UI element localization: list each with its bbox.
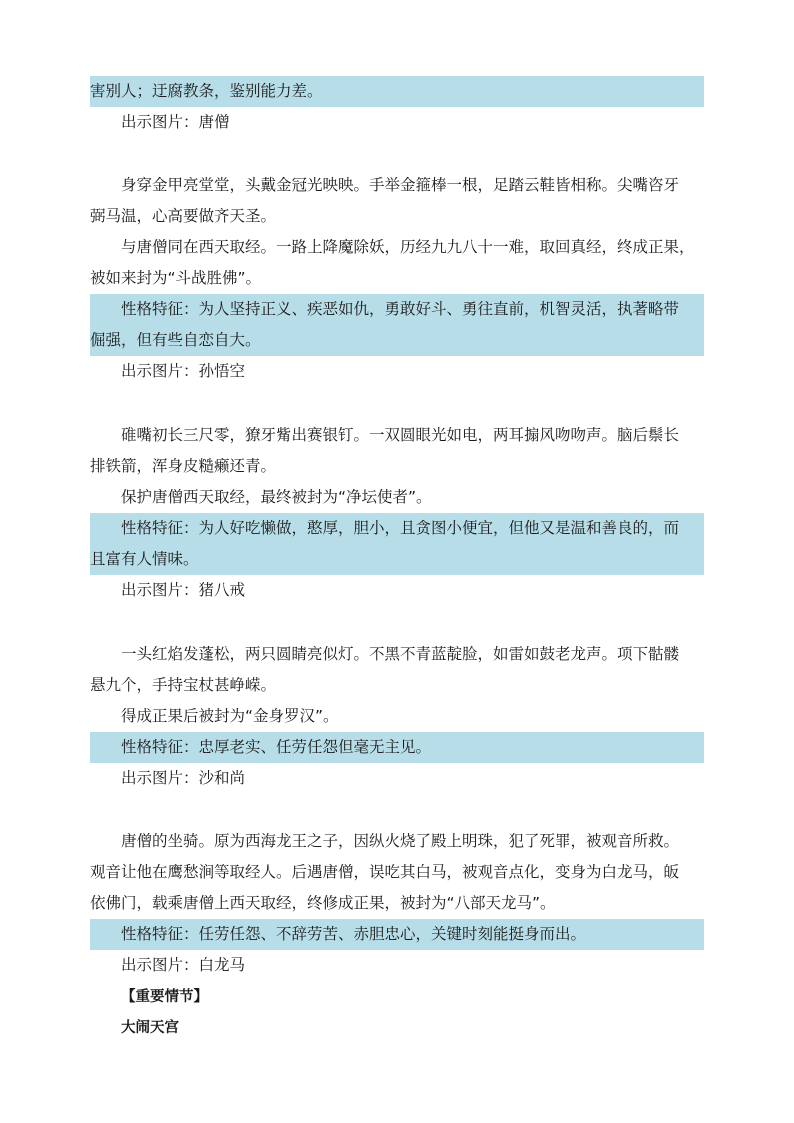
description-line: 与唐僧同在西天取经。一路上降魔除妖，历经九九八十一难，取回真经，终成正果，: [121, 238, 695, 256]
image-caption: 出示图片：沙和尚: [121, 769, 246, 787]
highlighted-line: 害别人；迂腐教条，鉴别能力差。: [90, 76, 704, 107]
description-line: 弼马温，心高要做齐天圣。: [90, 207, 277, 225]
image-caption: 出示图片：白龙马: [121, 956, 246, 974]
image-caption: 出示图片：猪八戒: [121, 581, 246, 599]
character-trait-line: 倔强，但有些自恋自大。: [90, 325, 704, 356]
description-line: 观音让他在鹰愁涧等取经人。后遇唐僧，误吃其白马，被观音点化，变身为白龙马，皈: [90, 863, 680, 881]
description-line: 得成正果后被封为“金身罗汉”。: [121, 707, 339, 725]
image-caption: 出示图片：唐僧: [121, 113, 230, 131]
character-trait-line: 性格特征：任劳任怨、不辞劳苦、赤胆忠心，关键时刻能挺身而出。: [90, 919, 704, 950]
character-trait-line: 性格特征：忠厚老实、任劳任怨但毫无主见。: [90, 732, 704, 763]
description-line: 碓嘴初长三尺零，獠牙觜出赛银钉。一双圆眼光如电，两耳搧风吻吻声。脑后鬃长: [121, 426, 680, 444]
description-line: 依佛门，载乘唐僧上西天取经，终修成正果，被封为“八部天龙马”。: [90, 894, 556, 912]
section-heading: 【重要情节】: [121, 989, 208, 1005]
description-line: 被如来封为“斗战胜佛”。: [90, 269, 262, 287]
character-trait-line: 性格特征：为人好吃懒做，憨厚，胆小，且贪图小便宜，但他又是温和善良的，而: [90, 513, 704, 544]
image-caption: 出示图片：孙悟空: [121, 362, 246, 380]
character-trait-line: 且富有人情味。: [90, 544, 704, 575]
character-trait-line: 性格特征：为人坚持正义、疾恶如仇，勇敢好斗、勇往直前，机智灵活，执著略带: [90, 294, 704, 325]
subsection-heading: 大闹天宫: [121, 1020, 179, 1036]
description-line: 唐僧的坐骑。原为西海龙王之子，因纵火烧了殿上明珠，犯了死罪，被观音所救。: [121, 832, 680, 850]
description-line: 排铁箭，浑身皮糙癞还青。: [90, 457, 277, 475]
description-line: 身穿金甲亮堂堂，头戴金冠光映映。手举金箍棒一根，足踏云鞋皆相称。尖嘴咨牙: [121, 176, 680, 194]
description-line: 悬九个，手持宝杖甚峥嵘。: [90, 676, 277, 694]
description-line: 保护唐僧西天取经，最终被封为“净坛使者”。: [121, 488, 432, 506]
description-line: 一头红焰发蓬松，两只圆睛亮似灯。不黑不青蓝靛脸，如雷如鼓老龙声。项下骷髅: [121, 645, 680, 663]
